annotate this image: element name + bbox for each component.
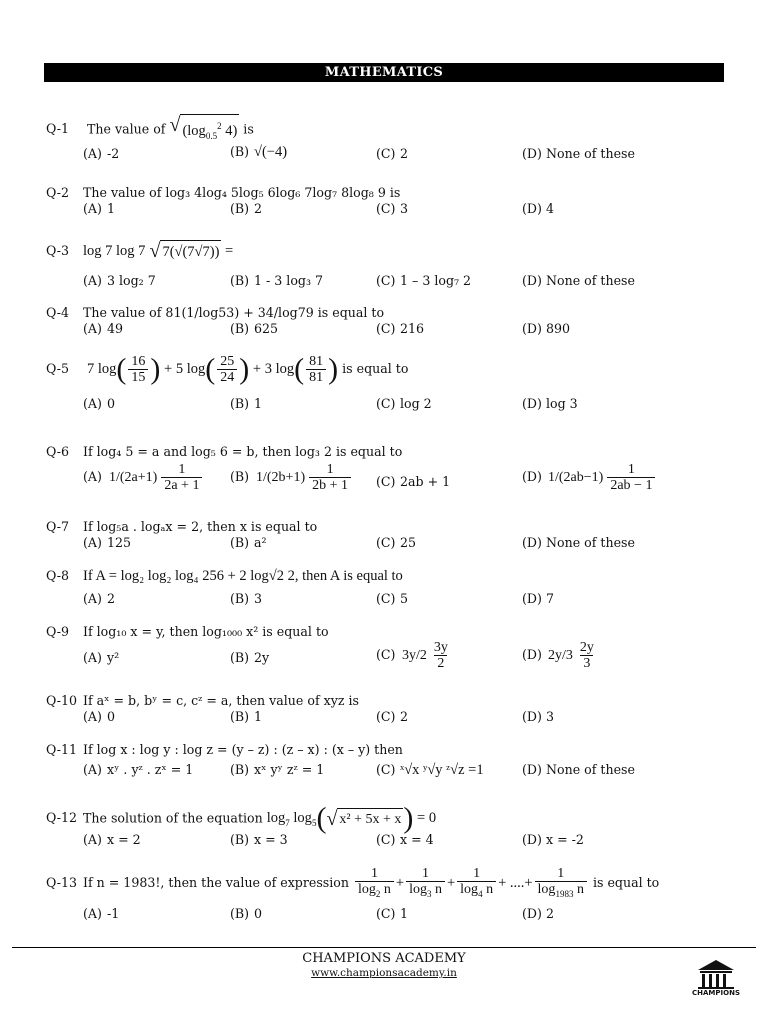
question-number: Q-7 [46,519,70,534]
option-letter: (D) [522,906,542,921]
question-text: If log₄ 5 = a and log₅ 6 = b, then log₃ 2 is equal to [83,444,403,459]
option-text: 0 [107,709,116,724]
question-number: Q-12 [46,810,78,826]
option-letter: (A) [83,469,102,484]
option-letter: (A) [83,709,102,724]
option-letter: (C) [376,273,396,288]
option-letter: (D) [522,762,542,777]
option-b [230,396,262,412]
question-text: If aˣ = b, bʸ = c, cᶻ = a, then value of xyz is [83,693,359,708]
option-c [376,273,471,289]
option-letter: (B) [230,535,250,550]
option-letter: (B) [230,469,250,484]
question-text: The value of log₃ 4log₄ 5log₅ 6log₆ 7log₇ 8log₈ 9 is [83,185,401,200]
option-letter: (A) [83,396,102,411]
option-c [376,396,432,412]
option-text: 1 [254,709,263,724]
question-number: Q-3 [46,243,70,258]
footer-title: CHAMPIONS ACADEMY [302,951,466,966]
question-number: Q-6 [46,444,70,459]
fraction-1-over-2b-plus-1: $\frac{1}{2b + 1}$ [309,462,351,493]
option-text: 1 - 3 log₃ 7 [254,273,324,288]
option-fraction: 1/(2ab−1) [548,470,604,485]
fraction-3y-over-2: 3y/2 [402,648,427,663]
option-text: None of these [546,273,635,288]
option-text: 125 [107,535,132,550]
question-2 [46,185,400,201]
question-text: is equal to [342,360,409,376]
question-7 [46,519,317,535]
equation-expression: $\log_7 \log_5$( √ x² + 5x + x ) = 0 [266,802,437,835]
option-text: x = 4 [400,832,434,847]
option-d [522,832,584,848]
fraction-3y-2: $\frac{3y}{2}$ [433,640,448,671]
option-letter: (C) [376,321,396,336]
option-letter: (B) [230,591,250,606]
option-letter: (D) [522,321,542,336]
option-text: 890 [546,321,571,336]
option-d [522,201,554,217]
option-a [83,462,204,493]
option-letter: (B) [230,762,250,777]
option-letter: (B) [230,144,250,159]
question-text-after: is [243,121,254,137]
option-d [522,321,570,337]
option-text: ˣ√x ʸ√y ᶻ√z =1 [400,762,484,778]
option-letter: (D) [522,146,542,161]
option-b [230,462,353,493]
option-c [376,535,416,551]
option-d [522,462,657,493]
question-text-after: is equal to [592,875,660,891]
option-d [522,396,578,412]
question-11 [46,742,403,758]
option-letter: (A) [83,146,102,161]
option-text: None of these [546,146,635,161]
question-4 [46,305,384,321]
option-b [230,709,262,725]
option-c [376,762,484,778]
option-text: 2 [254,201,263,216]
option-a [83,762,193,778]
option-c [376,640,453,671]
option-text: 0 [107,396,116,411]
option-letter: (D) [522,469,542,484]
option-text: x = 2 [107,832,141,847]
option-letter: (B) [230,201,250,216]
option-letter: (A) [83,273,102,288]
option-c [376,709,408,725]
option-b [230,832,288,848]
option-letter: (B) [230,321,250,336]
option-fraction: 1/(2a+1) [109,470,158,485]
footer-url[interactable]: www.championsacademy.in [311,967,457,979]
page-title: MATHEMATICS [44,63,724,82]
question-13 [46,866,659,902]
option-letter: (B) [230,709,250,724]
question-10 [46,693,359,709]
option-c [376,906,408,922]
log-sum-expression: 7 log( $\frac{16}{15}$ ) + 5 log( $\frac{25}{24}$ ) + 3 log( $\frac{81}{81}$ ) [87,352,339,386]
question-text: If log₁₀ x = y, then log₁₀₀₀ x² is equal to [83,624,329,639]
question-text: If log x : log y : log z = (y – z) : (z – x) : (x – y) then [83,742,403,757]
question-text: The solution of the equation [83,810,263,826]
option-fraction: 1/(2b+1) [256,470,306,485]
reciprocal-log-sum: $\frac{1}{\log_2 n}$ + $\frac{1}{\log_3 n}$ + $\frac{1}{\log_4 n}$ + ....+ $\frac{1}{\log_{1983} n}$ [353,875,589,891]
option-d [522,762,635,778]
option-letter: (B) [230,273,250,288]
fraction-1-over-2ab-minus-1: $\frac{1}{2ab - 1}$ [607,462,655,493]
option-text: 5 [400,591,409,606]
option-text: 3 log₂ 7 [107,273,156,288]
option-text: None of these [546,762,635,777]
option-text: 2 [546,906,555,921]
option-text: -1 [107,906,120,921]
option-letter: (D) [522,647,542,662]
question-number: Q-10 [46,693,78,708]
option-c [376,832,434,848]
option-text: 3 [546,709,555,724]
option-letter: (C) [376,709,396,724]
option-a [83,650,119,666]
option-text: log 2 [400,396,432,411]
question-5 [46,354,408,385]
option-text: √(−4) [254,144,288,160]
option-text: 2y [254,650,270,665]
option-d [522,906,554,922]
option-letter: (B) [230,906,250,921]
option-text: 1 [107,201,116,216]
option-letter: (D) [522,201,542,216]
sqrt-expression: √ ($\log_{0.5}^2$ 4) [169,114,239,146]
option-text: -2 [107,146,120,161]
option-a [83,709,115,725]
option-letter: (D) [522,709,542,724]
option-d [522,591,554,607]
question-text: If n = 1983!, then the value of expression [83,875,349,891]
option-letter: (A) [83,906,102,921]
option-text: 4 [546,201,555,216]
option-text: 49 [107,321,124,336]
question-number: Q-4 [46,305,70,320]
option-letter: (C) [376,762,396,777]
option-text: log 3 [546,396,578,411]
option-b [230,144,287,160]
option-letter: (D) [522,273,542,288]
option-letter: (B) [230,832,250,847]
option-letter: (A) [83,201,102,216]
option-letter: (C) [376,591,396,606]
fraction-2y-3: $\frac{2y}{3}$ [579,640,594,671]
option-text: 216 [400,321,425,336]
option-a [83,396,115,412]
option-letter: (B) [230,650,250,665]
option-letter: (C) [376,201,396,216]
option-text: xˣ yʸ zᶻ = 1 [254,762,325,777]
option-text: 3 [400,201,409,216]
option-b [230,591,262,607]
option-letter: (A) [83,321,102,336]
option-text: 1 [254,396,263,411]
option-c [376,321,424,337]
question-text: The value of 81(1/log53) + 34/log79 is equal to [83,305,385,320]
question-number: Q-1 [46,121,70,137]
option-text: 2 [107,591,116,606]
option-text: 625 [254,321,279,336]
option-c [376,591,408,607]
option-letter: (A) [83,535,102,550]
question-number: Q-13 [46,875,78,891]
option-letter: (C) [376,832,396,847]
option-letter: (B) [230,396,250,411]
fraction-2y-over-3: 2y/3 [548,648,573,663]
option-letter: (C) [376,906,396,921]
question-text: log 7 log 7 [83,243,146,259]
question-number: Q-5 [46,360,70,376]
option-letter: (D) [522,535,542,550]
question-8 [46,568,403,584]
question-number: Q-9 [46,624,70,639]
question-number: Q-11 [46,742,78,757]
option-letter: (C) [376,535,396,550]
option-d [522,146,635,162]
option-letter: (C) [376,647,396,662]
option-text: xʸ . yᶻ . zˣ = 1 [107,762,194,777]
option-letter: (C) [376,146,396,161]
option-a [83,146,119,162]
option-text: a² [254,535,267,550]
option-b [230,650,269,666]
option-d [522,709,554,725]
option-c [376,201,408,217]
option-letter: (A) [83,832,102,847]
option-c [376,474,450,490]
option-text: None of these [546,535,635,550]
option-b [230,321,278,337]
footer-divider [12,947,756,948]
option-text: 3 [254,591,263,606]
question-3: Q-3 log 7 log 7 √ 7(√(7√7)) = [46,240,234,262]
fraction-1-over-2a-plus-1: $\frac{1}{2a + 1}$ [161,462,202,493]
option-text: 2ab + 1 [400,474,451,489]
logo-text: CHAMPIONS [692,989,740,997]
option-a [83,535,131,551]
option-letter: (D) [522,396,542,411]
question-text: If A = log₂ log₂ log₄ 256 + 2 log√2 2, then A is equal to [83,568,403,584]
option-d [522,273,635,289]
option-text: 7 [546,591,555,606]
question-number: Q-2 [46,185,70,200]
option-letter: (D) [522,591,542,606]
question-6 [46,444,402,460]
question-text: The value of [87,121,166,137]
question-12 [46,804,436,834]
option-d [522,535,635,551]
question-number: Q-8 [46,568,70,583]
option-b [230,535,267,551]
option-letter: (C) [376,396,396,411]
option-text: 2 [400,146,409,161]
option-a [83,906,119,922]
option-d [522,640,599,671]
option-letter: (C) [376,474,396,489]
option-letter: (A) [83,650,102,665]
option-a [83,273,156,289]
option-text: x = 3 [254,832,288,847]
option-b [230,201,262,217]
option-text: 2 [400,709,409,724]
nested-sqrt-expression: √ 7(√(7√7)) [149,240,220,262]
option-letter: (D) [522,832,542,847]
option-text: 1 [400,906,409,921]
option-letter: (A) [83,762,102,777]
option-a [83,321,123,337]
question-9 [46,624,329,640]
option-b [230,906,262,922]
option-text: 1 – 3 log₇ 2 [400,273,472,288]
option-c [376,146,408,162]
option-a [83,201,115,217]
question-text: If log₅a . logₐx = 2, then x is equal to [83,519,318,534]
option-text: 25 [400,535,417,550]
option-a [83,591,115,607]
option-text: y² [107,650,120,665]
question-1 [46,114,254,146]
option-text: 0 [254,906,263,921]
option-b [230,762,324,778]
option-a [83,832,141,848]
option-letter: (A) [83,591,102,606]
option-b [230,273,323,289]
option-text: x = -2 [546,832,584,847]
